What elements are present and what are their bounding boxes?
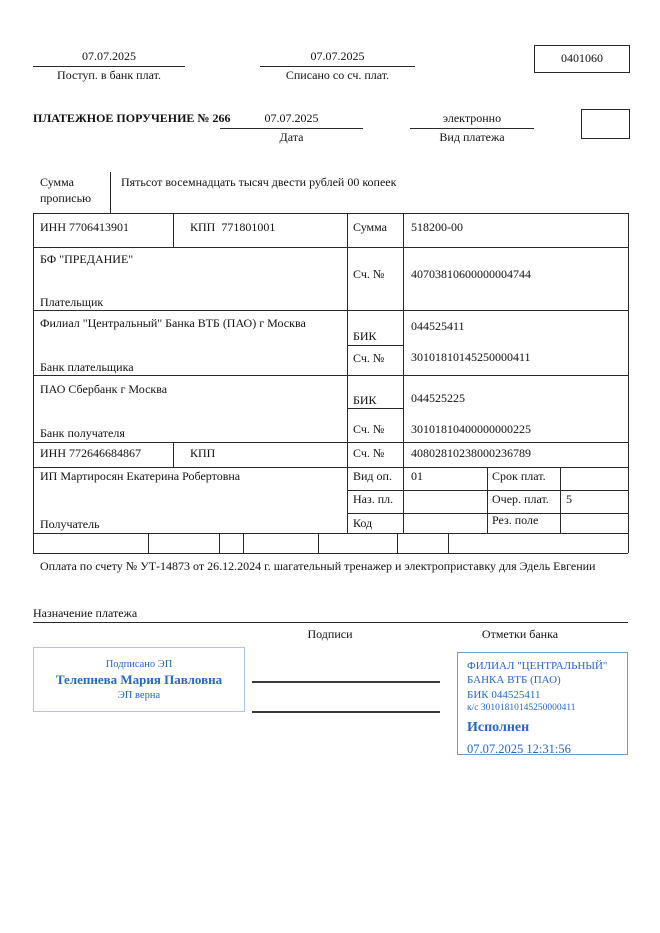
table-line: [33, 467, 628, 468]
document-date-label: Дата: [279, 130, 304, 144]
payer-account: 40703810600000004744: [411, 267, 531, 281]
table-border-right: [628, 213, 629, 553]
signature-line-2: [252, 711, 440, 713]
payer-bank-bik-label: БИК: [353, 329, 377, 343]
payer-name: БФ "ПРЕДАНИЕ": [40, 252, 134, 266]
payee-bank-account: 30101810400000000225: [411, 422, 531, 436]
electronic-signature-stamp: [33, 647, 245, 712]
status-code-box: [581, 109, 630, 139]
payment-kind-label: Вид платежа: [439, 130, 505, 144]
received-date-underline: [33, 66, 185, 67]
stamp-bank-name: ФИЛИАЛ "ЦЕНТРАЛЬНЫЙ" БАНКА ВТБ (ПАО): [467, 660, 608, 686]
payer-bank-name: Филиал "Центральный" Банка ВТБ (ПАО) г Москва: [40, 316, 306, 330]
amount-value: 518200-00: [411, 220, 463, 234]
debited-label: Списано со сч. плат.: [285, 68, 390, 82]
payment-purpose-text: Оплата по счету № УТ-14873 от 26.12.2024 г. шагательный тренажер и электроприставку для Эдель Евгении: [40, 559, 596, 573]
payer-label: Плательщик: [40, 295, 104, 309]
payee-account-label: Сч. №: [353, 446, 385, 460]
table-line: [33, 533, 628, 534]
payer-account-label: Сч. №: [353, 267, 385, 281]
ep-valid-label: ЭП верна: [117, 689, 161, 701]
payer-bank-account: 30101810145250000411: [411, 350, 531, 364]
priority-label: Очер. плат.: [492, 492, 549, 506]
payer-bank-account-label: Сч. №: [353, 351, 385, 365]
pay-purpose-code-label: Наз. пл.: [353, 492, 394, 506]
amount-words-label-line2: прописью: [40, 191, 92, 205]
payee-kpp: КПП: [190, 446, 216, 460]
signatures-title: Подписи: [307, 627, 353, 641]
label-value-divider: [403, 213, 404, 533]
payee-inn: ИНН 772646684867: [40, 446, 141, 460]
marks-strip-cell-divider: [397, 533, 398, 553]
payee-bank-bik-label: БИК: [353, 393, 377, 407]
debited-date: 07.07.2025: [310, 49, 365, 63]
inn-kpp-divider: [173, 442, 174, 467]
stamp-bik: БИК 044525411: [467, 688, 541, 701]
received-in-bank-date: 07.07.2025: [82, 49, 136, 63]
received-in-bank-label: Поступ. в банк плат.: [57, 68, 161, 82]
inn-kpp-divider: [173, 213, 174, 247]
payee-bank-label: Банк получателя: [40, 426, 125, 440]
document-date: 07.07.2025: [264, 111, 319, 125]
signature-line-1: [252, 681, 440, 683]
payee-account: 40802810238000236789: [411, 446, 531, 460]
table-line: [33, 442, 628, 443]
bik-cell-line: [347, 345, 404, 346]
bik-cell-line: [347, 408, 404, 409]
payee-name: ИП Мартиросян Екатерина Робертовна: [40, 469, 241, 483]
form-code: 0401060: [561, 51, 603, 65]
table-line: [33, 247, 628, 248]
table-line: [33, 310, 628, 311]
marks-strip-cell-divider: [219, 533, 220, 553]
purpose-underline: [33, 622, 628, 623]
payment-kind-underline: [410, 128, 534, 129]
payee-bank-account-label: Сч. №: [353, 422, 385, 436]
amount-words-divider: [110, 172, 111, 213]
table-line: [33, 213, 628, 214]
payment-purpose-label: Назначение платежа: [33, 606, 138, 620]
amount-label: Сумма: [353, 220, 387, 234]
ep-signer-name: Телепнева Мария Павловна: [55, 671, 223, 687]
payer-inn: ИНН 7706413901: [40, 220, 129, 234]
marks-strip-cell-divider: [243, 533, 244, 553]
marks-strip-cell-divider: [318, 533, 319, 553]
marks-strip-cell-divider: [448, 533, 449, 553]
marks-strip-cell-divider: [148, 533, 149, 553]
table-line: [33, 375, 628, 376]
payer-kpp: КПП 771801001: [190, 220, 276, 234]
code-label: Код: [353, 516, 373, 530]
sub-divider: [487, 467, 488, 533]
document-date-underline: [220, 128, 363, 129]
payee-bank-bik: 044525225: [411, 391, 465, 405]
document-title: ПЛАТЕЖНОЕ ПОРУЧЕНИЕ № 266: [33, 111, 231, 125]
payee-bank-name: ПАО Сбербанк г Москва: [40, 382, 168, 396]
debited-date-underline: [260, 66, 415, 67]
payer-bank-label: Банк плательщика: [40, 360, 134, 374]
table-line: [33, 553, 628, 554]
stamp-status: Исполнен: [467, 720, 530, 736]
stamp-datetime: 07.07.2025 12:31:56: [467, 742, 571, 757]
bank-marks-title: Отметки банка: [481, 627, 559, 641]
form-code-box: [534, 45, 630, 73]
main-divider: [347, 213, 348, 533]
amount-words-label-line1: Сумма: [40, 175, 74, 189]
payer-bank-bik: 044525411: [411, 319, 465, 333]
stamp-corr-account: к/с 30101810145250000411: [467, 702, 576, 713]
bank-execution-stamp: [457, 652, 628, 755]
reserve-field-label: Рез. поле: [492, 513, 539, 527]
op-type-value: 01: [411, 469, 423, 483]
priority-value: 5: [566, 492, 572, 506]
payee-label: Получатель: [40, 517, 100, 531]
sub-divider: [560, 467, 561, 533]
amount-in-words: Пятьсот восемнадцать тысяч двести рублей 00 копеек: [121, 175, 397, 189]
ep-signed-label: Подписано ЭП: [105, 658, 173, 670]
op-type-label: Вид оп.: [353, 469, 392, 483]
table-border-left: [33, 213, 34, 553]
payment-kind-value: электронно: [442, 111, 502, 125]
pay-term-label: Срок плат.: [492, 469, 546, 483]
